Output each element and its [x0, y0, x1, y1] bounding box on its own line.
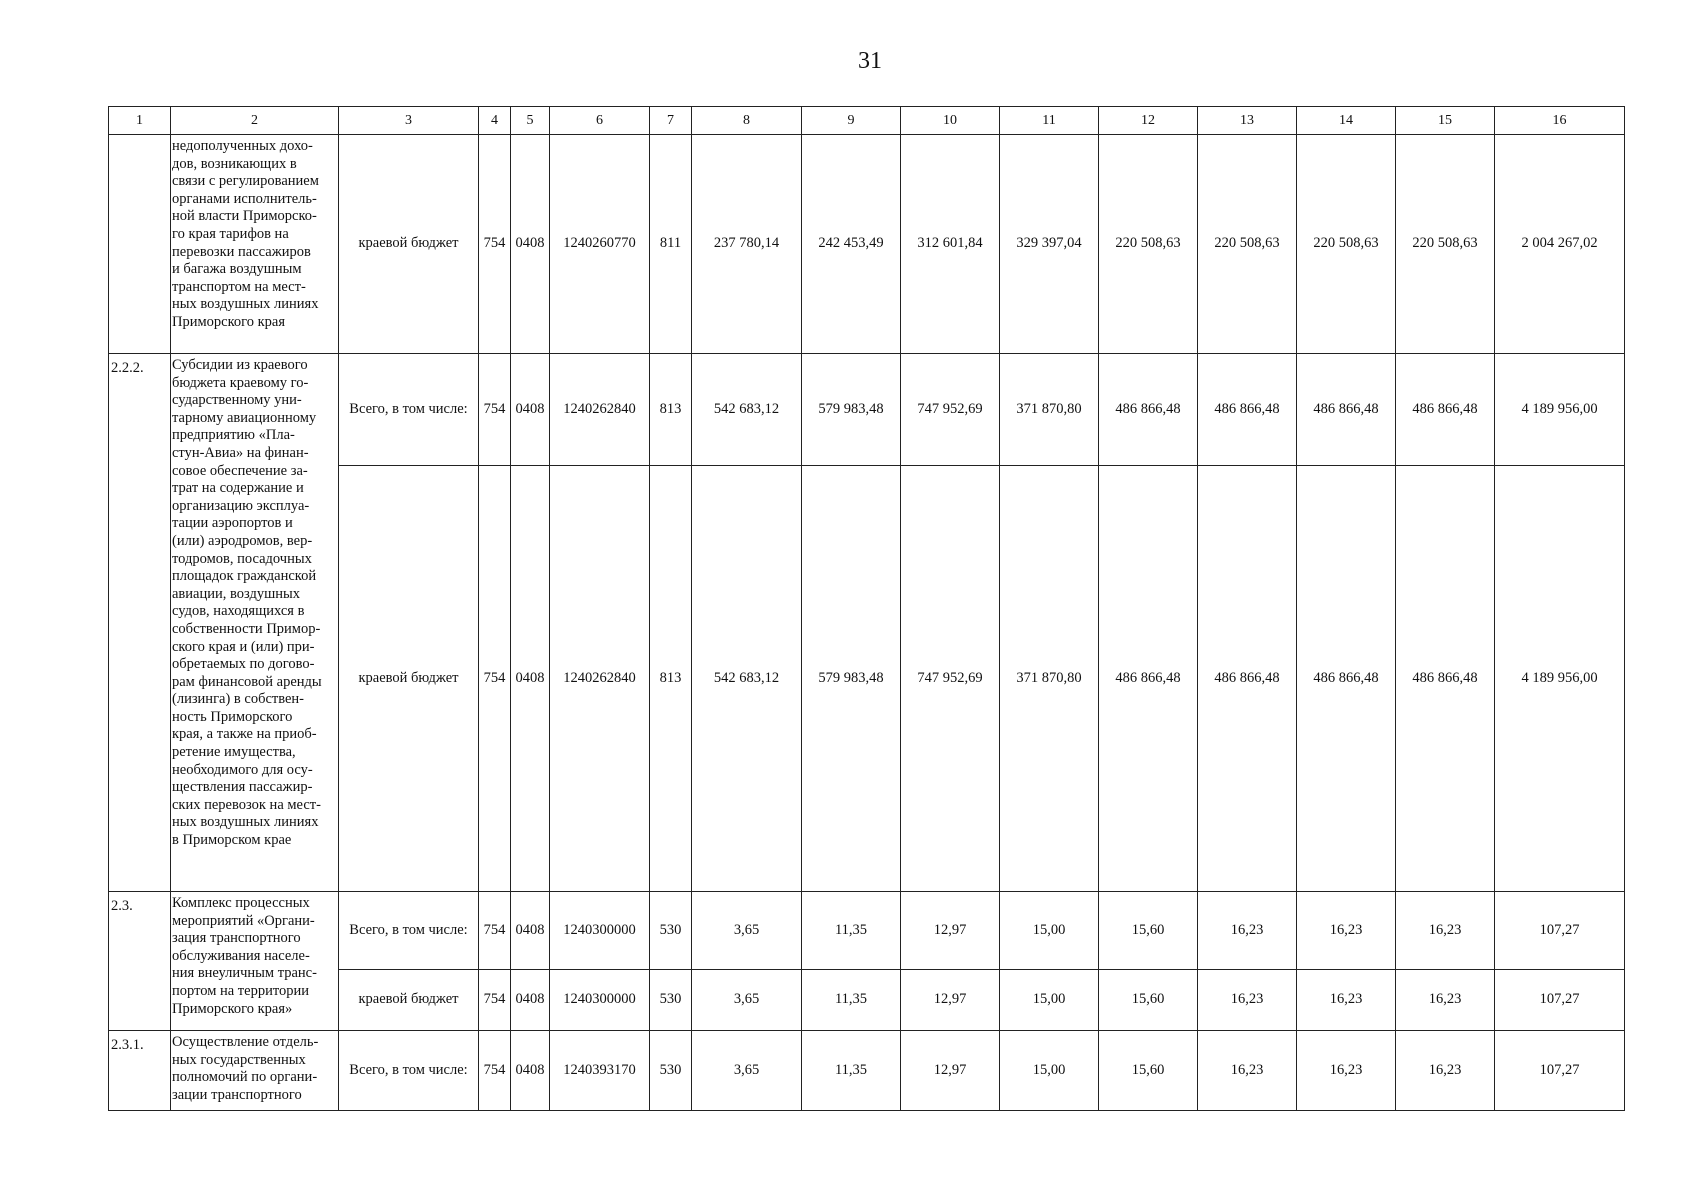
value-cell: 220 508,63: [1099, 135, 1198, 354]
value-cell: 15,60: [1099, 892, 1198, 970]
code-cell: 811: [650, 135, 692, 354]
code-cell: 1240262840: [550, 466, 650, 892]
code-cell: 0408: [511, 466, 550, 892]
value-cell: 486 866,48: [1297, 466, 1396, 892]
funding-source-cell: Всего, в том числе:: [339, 354, 479, 466]
measure-name-cell: [171, 354, 339, 892]
total-cell: 4 189 956,00: [1495, 466, 1625, 892]
value-cell: 312 601,84: [901, 135, 1000, 354]
col-header-2: 2: [171, 107, 339, 135]
value-cell: 16,23: [1297, 1031, 1396, 1111]
code-cell: 0408: [511, 354, 550, 466]
row-id-cell: 2.3.: [109, 892, 171, 1031]
value-cell: 15,00: [1000, 1031, 1099, 1111]
value-cell: 12,97: [901, 892, 1000, 970]
value-cell: 12,97: [901, 1031, 1000, 1111]
value-cell: 16,23: [1198, 892, 1297, 970]
value-cell: 3,65: [692, 892, 802, 970]
col-header-4: 4: [479, 107, 511, 135]
funding-source-cell: краевой бюджет: [339, 135, 479, 354]
value-cell: 16,23: [1396, 1031, 1495, 1111]
budget-table: [108, 106, 1625, 1111]
value-cell: 3,65: [692, 1031, 802, 1111]
code-cell: 754: [479, 135, 511, 354]
value-cell: 579 983,48: [802, 354, 901, 466]
value-cell: 486 866,48: [1099, 466, 1198, 892]
code-cell: 530: [650, 1031, 692, 1111]
table-row: [109, 135, 1625, 354]
col-header-14: 14: [1297, 107, 1396, 135]
measure-name-cell: [171, 135, 339, 354]
value-cell: 16,23: [1297, 970, 1396, 1031]
value-cell: 16,23: [1396, 892, 1495, 970]
value-cell: 11,35: [802, 892, 901, 970]
code-cell: 1240300000: [550, 970, 650, 1031]
value-cell: 16,23: [1297, 892, 1396, 970]
code-cell: 1240393170: [550, 1031, 650, 1111]
total-cell: 4 189 956,00: [1495, 354, 1625, 466]
row-id-cell: [109, 135, 171, 354]
total-cell: 107,27: [1495, 970, 1625, 1031]
value-cell: 747 952,69: [901, 354, 1000, 466]
code-cell: 1240260770: [550, 135, 650, 354]
value-cell: 542 683,12: [692, 466, 802, 892]
code-cell: 0408: [511, 892, 550, 970]
value-cell: 15,60: [1099, 970, 1198, 1031]
value-cell: 11,35: [802, 970, 901, 1031]
value-cell: 220 508,63: [1198, 135, 1297, 354]
col-header-9: 9: [802, 107, 901, 135]
measure-name: недополученных дохо- дов, возникающих в связи с регулированием органами исполнитель- ной власти Приморско- го края тарифов на перевозки пассажиров и багажа воздушным транспортом на мест- ных воздушных линиях Приморского края: [172, 138, 319, 330]
measure-name: Субсидии из краевого бюджета краевому го- сударственному уни- тарному авиационному предприятию «Пла- стун-Авиа» на финан- совое обеспечение за- трат на содержание и организацию эксплуа- тации аэропортов и (или) аэродромов, вер- тодромов, посадочных площадок гражданской авиации, воздушных судов, находящихся в собственности Примор- ского края и (или) при- обретаемых по догово- рам финансовой аренды (лизинга) в собствен- ность Приморского края, а также на приоб- ретение имущества, необходимого для осу- ществления пассажир- ских перевозок на мест- ных воздушных линиях в Приморском крае: [172, 357, 322, 849]
measure-name: Осуществление отдель- ных государственных полномочий по органи- зации транспортного: [172, 1034, 319, 1103]
page-number: 31: [858, 48, 882, 74]
value-cell: 15,00: [1000, 970, 1099, 1031]
row-id-cell: 2.2.2.: [109, 354, 171, 892]
code-cell: 0408: [511, 1031, 550, 1111]
funding-source-cell: краевой бюджет: [339, 970, 479, 1031]
value-cell: 486 866,48: [1198, 354, 1297, 466]
col-header-1: 1: [109, 107, 171, 135]
col-header-3: 3: [339, 107, 479, 135]
code-cell: 0408: [511, 135, 550, 354]
code-cell: 530: [650, 892, 692, 970]
total-cell: 107,27: [1495, 892, 1625, 970]
code-cell: 754: [479, 466, 511, 892]
col-header-5: 5: [511, 107, 550, 135]
value-cell: 329 397,04: [1000, 135, 1099, 354]
value-cell: 242 453,49: [802, 135, 901, 354]
col-header-13: 13: [1198, 107, 1297, 135]
col-header-7: 7: [650, 107, 692, 135]
code-cell: 754: [479, 892, 511, 970]
value-cell: 16,23: [1198, 1031, 1297, 1111]
row-id-cell: 2.3.1.: [109, 1031, 171, 1111]
value-cell: 486 866,48: [1099, 354, 1198, 466]
code-cell: 754: [479, 1031, 511, 1111]
code-cell: 754: [479, 970, 511, 1031]
total-cell: 107,27: [1495, 1031, 1625, 1111]
code-cell: 530: [650, 970, 692, 1031]
col-header-8: 8: [692, 107, 802, 135]
measure-name-cell: [171, 892, 339, 1031]
value-cell: 486 866,48: [1396, 466, 1495, 892]
value-cell: 579 983,48: [802, 466, 901, 892]
funding-source-cell: Всего, в том числе:: [339, 892, 479, 970]
value-cell: 15,60: [1099, 1031, 1198, 1111]
value-cell: 486 866,48: [1198, 466, 1297, 892]
value-cell: 371 870,80: [1000, 466, 1099, 892]
total-cell: 2 004 267,02: [1495, 135, 1625, 354]
measure-name: Комплекс процессных мероприятий «Органи- зация транспортного обслуживания населе- ния внеуличным транс- портом на территории Приморского края»: [172, 895, 317, 1017]
value-cell: 16,23: [1396, 970, 1495, 1031]
value-cell: 237 780,14: [692, 135, 802, 354]
value-cell: 11,35: [802, 1031, 901, 1111]
col-header-11: 11: [1000, 107, 1099, 135]
col-header-15: 15: [1396, 107, 1495, 135]
col-header-16: 16: [1495, 107, 1625, 135]
funding-source-cell: Всего, в том числе:: [339, 1031, 479, 1111]
code-cell: 0408: [511, 970, 550, 1031]
value-cell: 3,65: [692, 970, 802, 1031]
table-row: [109, 354, 1625, 466]
value-cell: 220 508,63: [1396, 135, 1495, 354]
value-cell: 371 870,80: [1000, 354, 1099, 466]
col-header-6: 6: [550, 107, 650, 135]
value-cell: 486 866,48: [1297, 354, 1396, 466]
funding-source-cell: краевой бюджет: [339, 466, 479, 892]
value-cell: 220 508,63: [1297, 135, 1396, 354]
code-cell: 1240300000: [550, 892, 650, 970]
code-cell: 813: [650, 354, 692, 466]
column-number-row: [109, 107, 1625, 135]
code-cell: 813: [650, 466, 692, 892]
value-cell: 747 952,69: [901, 466, 1000, 892]
value-cell: 542 683,12: [692, 354, 802, 466]
code-cell: 1240262840: [550, 354, 650, 466]
measure-name-cell: [171, 1031, 339, 1111]
col-header-10: 10: [901, 107, 1000, 135]
table-row: [109, 1031, 1625, 1111]
value-cell: 12,97: [901, 970, 1000, 1031]
code-cell: 754: [479, 354, 511, 466]
table-row: [109, 892, 1625, 970]
value-cell: 15,00: [1000, 892, 1099, 970]
value-cell: 16,23: [1198, 970, 1297, 1031]
value-cell: 486 866,48: [1396, 354, 1495, 466]
col-header-12: 12: [1099, 107, 1198, 135]
